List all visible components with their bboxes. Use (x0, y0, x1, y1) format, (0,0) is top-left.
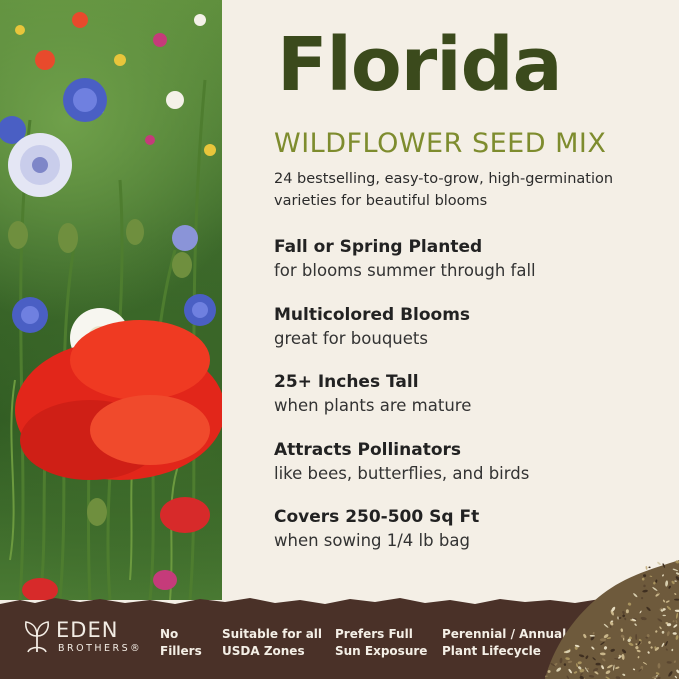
product-title: Florida (277, 22, 562, 108)
feature-subtitle: when plants are mature (274, 396, 472, 415)
seed (642, 578, 645, 581)
seedling-logo-icon (22, 618, 52, 654)
feature-subtitle: when sowing 1/4 lb bag (274, 531, 470, 550)
badge-line1: No (160, 627, 179, 641)
feature-title: Attracts Pollinators (274, 439, 462, 460)
seed (600, 638, 606, 641)
feature-title: Fall or Spring Planted (274, 237, 483, 257)
brand-name: EDEN (56, 618, 119, 642)
seed (645, 566, 647, 570)
badge-sun-exposure (335, 626, 427, 660)
badge-line2: Plant Lifecycle (442, 644, 541, 658)
wildflower-photo (0, 0, 222, 600)
badge-line2: USDA Zones (222, 644, 305, 658)
badge-line1: Prefers Full (335, 627, 413, 641)
brand-logo (22, 616, 143, 660)
feature-subtitle: great for bouquets (274, 328, 428, 348)
feature-title: 25+ Inches Tall (274, 372, 419, 392)
feature-subtitle: for blooms summer through fall (274, 261, 536, 280)
wildflower-illustration (0, 0, 222, 600)
feature-subtitle: like bees, butterflies, and birds (274, 463, 530, 483)
feature-title: Multicolored Blooms (274, 304, 471, 325)
badge-no-fillers (160, 626, 202, 660)
badge-line1: Suitable for all (222, 627, 323, 641)
seed-pile-image (545, 560, 679, 679)
feature-item (274, 370, 664, 438)
feature-item (274, 235, 664, 303)
seed (657, 561, 662, 565)
badge-line2: Fillers (160, 644, 202, 658)
seed (596, 663, 601, 666)
feature-item (274, 438, 664, 506)
badge-line2: Sun Exposure (335, 644, 428, 658)
brand-subname: BROTHERS® (58, 643, 143, 654)
feature-title: Covers 250-500 Sq Ft (274, 507, 480, 527)
badge-line1: Perennial / Annual (442, 627, 567, 641)
product-intro: 24 bestselling, easy-to-grow, high-germination varieties for beautiful blooms (274, 171, 614, 209)
product-info (222, 0, 679, 600)
badge-usda-zones (222, 626, 322, 660)
feature-item (274, 303, 664, 371)
seed (648, 567, 650, 569)
feature-list (274, 235, 664, 573)
product-subtitle: WILDFLOWER SEED MIX (274, 128, 607, 159)
